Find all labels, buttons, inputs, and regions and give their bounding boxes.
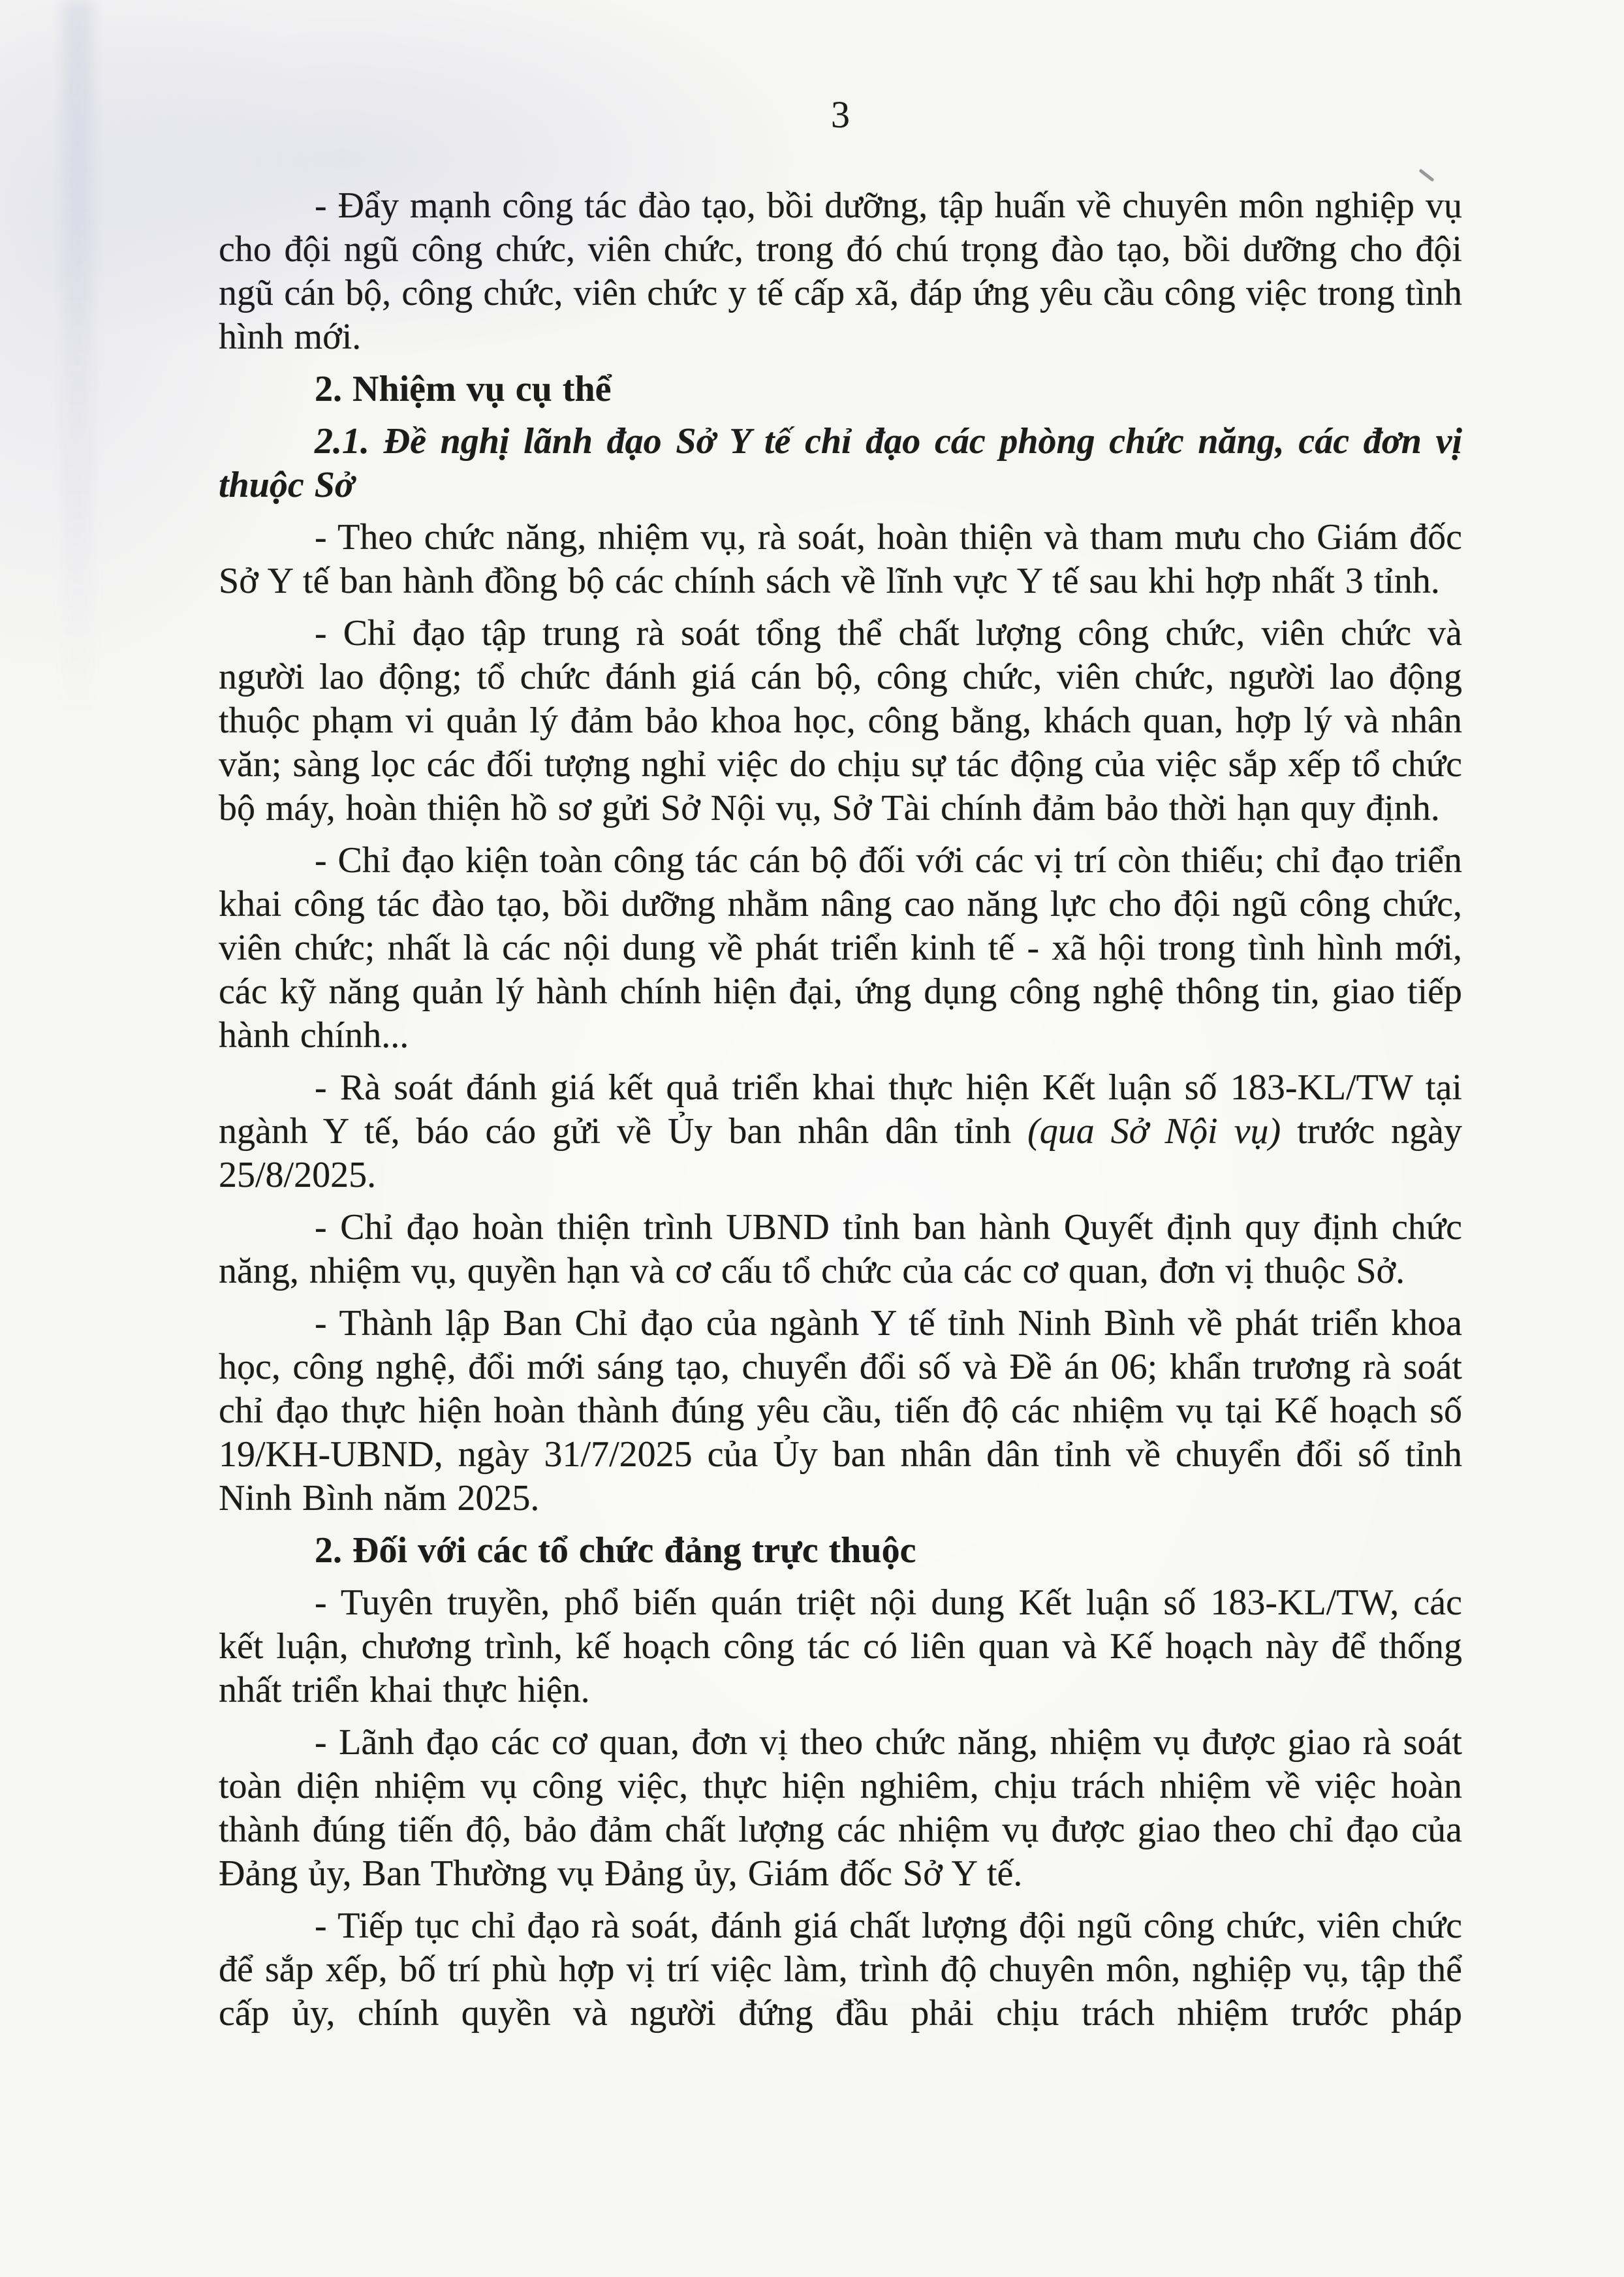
paragraph-italic-run: (qua Sở Nội vụ) <box>1027 1111 1281 1152</box>
paragraph-text-run: - Rà soát đánh giá kết quả triển khai thực hiện Kết luận số 183-KL/TW tại ngành Y tế, báo cáo gửi về Ủy ban nhân dân tỉnh <box>219 1067 1462 1152</box>
page-number: 3 <box>831 93 850 136</box>
paragraph <box>219 1066 1462 1197</box>
paragraph: - Chỉ đạo tập trung rà soát tổng thể chất lượng công chức, viên chức và người lao động; tổ chức đánh giá cán bộ, công chức, viên chức, người lao động thuộc phạm vi quản lý đảm bảo khoa học, công bằng, khách quan, hợp lý và nhân văn; sàng lọc các đối tượng nghỉ việc do chịu sự tác động của việc sắp xếp tổ chức bộ máy, hoàn thiện hồ sơ gửi Sở Nội vụ, Sở Tài chính đảm bảo thời hạn quy định. <box>219 613 1462 828</box>
subsection-heading: 2.1. Đề nghị lãnh đạo Sở Y tế chỉ đạo các phòng chức năng, các đơn vị thuộc Sở <box>219 421 1462 505</box>
paragraph: - Tiếp tục chỉ đạo rà soát, đánh giá chất lượng đội ngũ công chức, viên chức để sắp xếp, bố trí phù hợp vị trí việc làm, trình độ chuyên môn, nghiệp vụ, tập thể cấp ủy, chính quyền và người đứng đầu phải chịu trách nhiệm trước pháp <box>219 1906 1462 2034</box>
section-heading: 2. Nhiệm vụ cụ thể <box>315 369 612 409</box>
paragraph: - Lãnh đạo các cơ quan, đơn vị theo chức năng, nhiệm vụ được giao rà soát toàn diện nhiệm vụ công việc, thực hiện nghiêm, chịu trách nhiệm về việc hoàn thành đúng tiến độ, bảo đảm chất lượng các nhiệm vụ được giao theo chỉ đạo của Đảng ủy, Ban Thường vụ Đảng ủy, Giám đốc Sở Y tế. <box>219 1722 1462 1894</box>
paragraph: - Chỉ đạo kiện toàn công tác cán bộ đối với các vị trí còn thiếu; chỉ đạo triển khai công tác đào tạo, bồi dưỡng nhằm nâng cao năng lực cho đội ngũ công chức, viên chức; nhất là các nội dung về phát triển kinh tế - xã hội trong tình hình mới, các kỹ năng quản lý hành chính hiện đại, ứng dụng công nghệ thông tin, giao tiếp hành chính... <box>219 840 1462 1056</box>
paragraph-text-run: trước ngày 25/8/2025. <box>219 1111 1463 1195</box>
section-heading: 2. Đối với các tổ chức đảng trực thuộc <box>315 1530 916 1571</box>
document-body <box>219 184 1462 2044</box>
paragraph: - Chỉ đạo hoàn thiện trình UBND tỉnh ban hành Quyết định quy định chức năng, nhiệm vụ, quyền hạn và cơ cấu tổ chức của các cơ quan, đơn vị thuộc Sở. <box>219 1207 1462 1291</box>
paragraph: - Tuyên truyền, phổ biến quán triệt nội dung Kết luận số 183-KL/TW, các kết luận, chương trình, kế hoạch công tác có liên quan và Kế hoạch này để thống nhất triển khai thực hiện. <box>219 1582 1462 1710</box>
scan-streak <box>63 0 93 718</box>
paragraph: - Theo chức năng, nhiệm vụ, rà soát, hoàn thiện và tham mưu cho Giám đốc Sở Y tế ban hành đồng bộ các chính sách về lĩnh vực Y tế sau khi hợp nhất 3 tỉnh. <box>219 517 1462 601</box>
scan-artifact <box>1418 168 1434 182</box>
paragraph: - Thành lập Ban Chỉ đạo của ngành Y tế tỉnh Ninh Bình về phát triển khoa học, công nghệ, đổi mới sáng tạo, chuyển đổi số và Đề án 06; khẩn trương rà soát chỉ đạo thực hiện hoàn thành đúng yêu cầu, tiến độ các nhiệm vụ tại Kế hoạch số 19/KH-UBND, ngày 31/7/2025 của Ủy ban nhân dân tỉnh về chuyển đổi số tỉnh Ninh Bình năm 2025. <box>219 1303 1462 1518</box>
paragraph: - Đẩy mạnh công tác đào tạo, bồi dưỡng, tập huấn về chuyên môn nghiệp vụ cho đội ngũ công chức, viên chức, trong đó chú trọng đào tạo, bồi dưỡng cho đội ngũ cán bộ, công chức, viên chức y tế cấp xã, đáp ứng yêu cầu công việc trong tình hình mới. <box>219 185 1462 357</box>
